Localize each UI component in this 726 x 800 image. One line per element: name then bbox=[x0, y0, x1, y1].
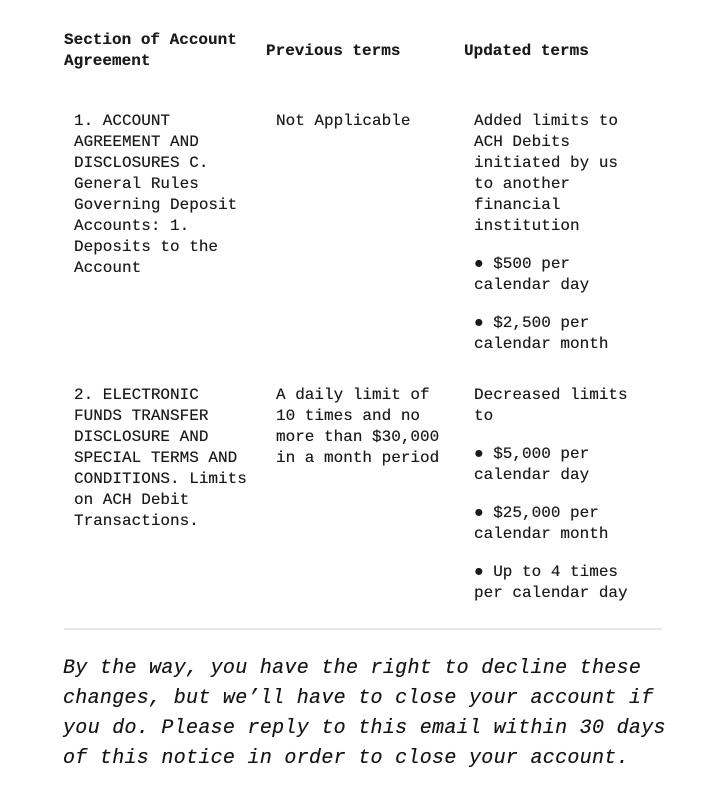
updated-terms-intro: Added limits to ACH Debits initiated by us to another financial institution bbox=[474, 112, 619, 235]
section-text: 2. ELECTRONIC FUNDS TRANSFER DISCLOSURE AND SPECIAL TERMS AND CONDITIONS. Limits on ACH Debit Transactions. bbox=[74, 386, 247, 530]
table-header-row bbox=[64, 30, 726, 72]
bullet-item bbox=[474, 313, 628, 355]
table-row bbox=[64, 385, 726, 604]
updated-terms-content bbox=[474, 385, 628, 604]
updated-terms-content bbox=[474, 111, 628, 355]
previous-terms-cell bbox=[266, 385, 464, 469]
updated-terms-intro: Decreased limits to bbox=[474, 386, 628, 425]
bullet-icon: ● bbox=[474, 314, 484, 332]
bullet-item bbox=[474, 254, 628, 296]
column-header-section bbox=[64, 30, 266, 72]
section-divider bbox=[64, 628, 662, 630]
column-header-updated-label: Updated terms bbox=[464, 41, 589, 60]
bullet-icon: ● bbox=[474, 504, 484, 522]
column-header-section-label: Section of Account Agreement bbox=[64, 31, 237, 70]
bullet-text: $25,000 per calendar month bbox=[474, 504, 609, 543]
bullet-text: $500 per calendar day bbox=[474, 255, 590, 294]
updated-terms-cell bbox=[464, 385, 664, 604]
column-header-updated bbox=[464, 41, 664, 62]
section-text: 1. ACCOUNT AGREEMENT AND DISCLOSURES C. General Rules Governing Deposit Accounts: 1. Deposits to the Account bbox=[74, 112, 238, 277]
table-row bbox=[64, 111, 726, 355]
terms-change-table bbox=[64, 30, 726, 604]
bullet-text: $2,500 per calendar month bbox=[474, 314, 609, 353]
section-cell bbox=[64, 385, 266, 532]
bullet-icon: ● bbox=[474, 563, 484, 581]
bullet-text: $5,000 per calendar day bbox=[474, 445, 590, 484]
column-header-previous-label: Previous terms bbox=[266, 41, 401, 60]
bullet-item bbox=[474, 444, 628, 486]
closing-notice: By the way, you have the right to decline these changes, but we’ll have to close your account if you do. Please reply to this email within 30 days of this notice in order to close your account. bbox=[63, 657, 666, 770]
column-header-previous bbox=[266, 41, 464, 62]
section-cell bbox=[64, 111, 266, 279]
previous-terms-text: Not Applicable bbox=[276, 112, 411, 130]
updated-terms-cell bbox=[464, 111, 664, 355]
previous-terms-cell bbox=[266, 111, 464, 132]
previous-terms-text: A daily limit of 10 times and no more than $30,000 in a month period bbox=[276, 386, 440, 467]
bullet-text: Up to 4 times per calendar day bbox=[474, 563, 628, 602]
bullet-item bbox=[474, 562, 628, 604]
bullet-icon: ● bbox=[474, 255, 484, 273]
bullet-icon: ● bbox=[474, 445, 484, 463]
bullet-item bbox=[474, 503, 628, 545]
